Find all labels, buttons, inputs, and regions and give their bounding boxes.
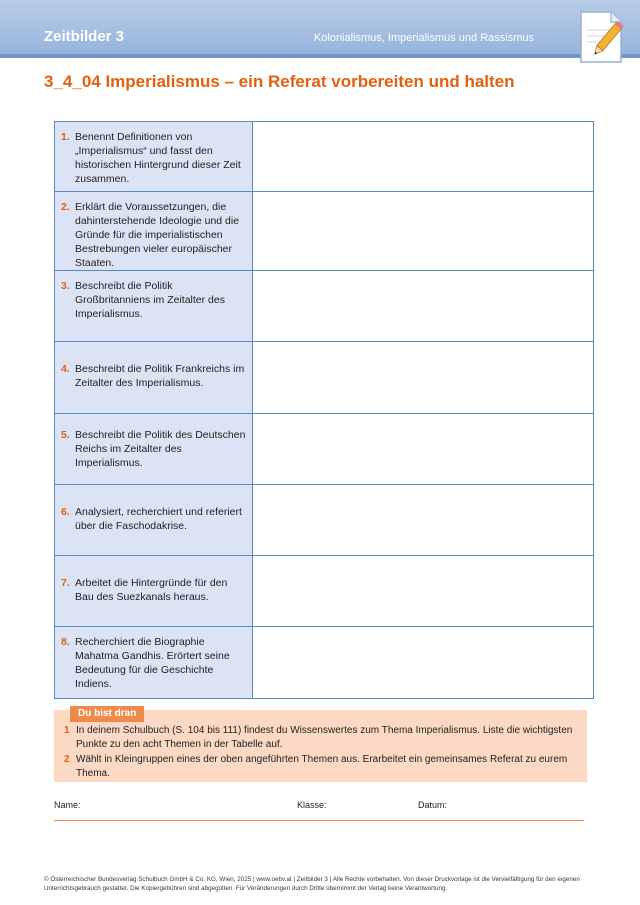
table-row: [55, 192, 594, 271]
task-number: 7.: [61, 577, 70, 589]
header-strip: [0, 54, 640, 58]
series-title: Zeitbilder 3: [44, 28, 125, 45]
table-row: [55, 627, 594, 699]
assignment-number: 1: [64, 725, 70, 736]
task-cell: [55, 271, 253, 342]
assignment-item: [64, 753, 574, 781]
task-text: Beschreibt die Politik des Deutschen Reichs im Zeitalter des Imperialismus.: [75, 429, 246, 469]
page-header: [0, 0, 640, 58]
task-number: 3.: [61, 280, 70, 292]
task-cell: [55, 627, 253, 699]
answer-field[interactable]: [253, 122, 594, 192]
answer-field[interactable]: [253, 556, 594, 627]
table-row: [55, 556, 594, 627]
du-bist-dran-label: Du bist dran: [70, 706, 144, 722]
task-number: 5.: [61, 429, 70, 441]
assignment-item: [64, 724, 574, 752]
worksheet-pencil-icon: [575, 8, 627, 66]
answer-field[interactable]: [253, 271, 594, 342]
table-row: [55, 342, 594, 414]
table-row: [55, 271, 594, 342]
table-row: [55, 414, 594, 485]
task-cell: [55, 342, 253, 414]
datum-label: Datum:: [418, 800, 448, 810]
task-text: Beschreibt die Politik Frankreichs im Zeitalter des Imperialismus.: [75, 363, 245, 389]
task-table: [54, 121, 594, 699]
task-text: Beschreibt die Politik Großbritanniens im Zeitalter des Imperialismus.: [75, 280, 225, 320]
task-text: Recherchiert die Biographie Mahatma Gandhis. Erörtert seine Bedeutung für die Geschichte Indiens.: [75, 636, 230, 690]
task-cell: [55, 414, 253, 485]
task-text: Erklärt die Voraussetzungen, die dahinterstehende Ideologie und die Gründe für die imperialistischen Bestrebungen vieler europäischer Staaten.: [75, 201, 240, 269]
answer-field[interactable]: [253, 627, 594, 699]
assignment-text: In deinem Schulbuch (S. 104 bis 111) findest du Wissenswertes zum Thema Imperialismus. Liste die wichtigsten Punkte zu den acht Themen in der Tabelle auf.: [76, 725, 573, 750]
task-number: 8.: [61, 636, 70, 648]
answer-field[interactable]: [253, 485, 594, 556]
assignment-number: 2: [64, 754, 70, 765]
task-number: 2.: [61, 201, 70, 213]
name-label: Name:: [54, 800, 81, 810]
task-cell: [55, 485, 253, 556]
answer-field[interactable]: [253, 414, 594, 485]
task-number: 4.: [61, 363, 70, 375]
copyright-footer: © Österreichischer Bundesverlag Schulbuch GmbH & Co. KG, Wien, 2025 | www.oebv.at | Zeitbilder 3 | Alle Rechte vorbehalten. Von dieser Druckvorlage ist die Vervielfältigung für den eigenen Unterrichtsgebrauch gestattet. Die Kopiergebühren sind abgegolten. Für Veränderungen durch Dritte übernimmt der Verlag keine Verantwortung.: [44, 876, 580, 892]
assignment-text: Wählt in Kleingruppen eines der oben angeführten Themen aus. Erarbeitet ein gemeinsames Referat zu eurem Thema.: [76, 754, 568, 779]
table-row: [55, 485, 594, 556]
task-text: Analysiert, recherchiert und referiert über die Faschodakrise.: [75, 506, 242, 532]
klasse-label: Klasse:: [297, 800, 327, 810]
page-title: 3_4_04 Imperialismus – ein Referat vorbereiten und halten: [44, 72, 515, 91]
answer-field[interactable]: [253, 342, 594, 414]
answer-field[interactable]: [253, 192, 594, 271]
task-number: 1.: [61, 131, 70, 143]
signature-line: [54, 820, 584, 821]
task-text: Benennt Definitionen von „Imperialismus“ und fasst den historischen Hintergrund dieser Zeit zusammen.: [75, 131, 241, 185]
task-number: 6.: [61, 506, 70, 518]
task-cell: [55, 556, 253, 627]
task-text: Arbeitet die Hintergründe für den Bau des Suezkanals heraus.: [75, 577, 228, 603]
task-cell: [55, 122, 253, 192]
topic-title: Kolonialismus, Imperialismus und Rassismus: [313, 32, 534, 44]
table-row: [55, 122, 594, 192]
task-cell: [55, 192, 253, 271]
